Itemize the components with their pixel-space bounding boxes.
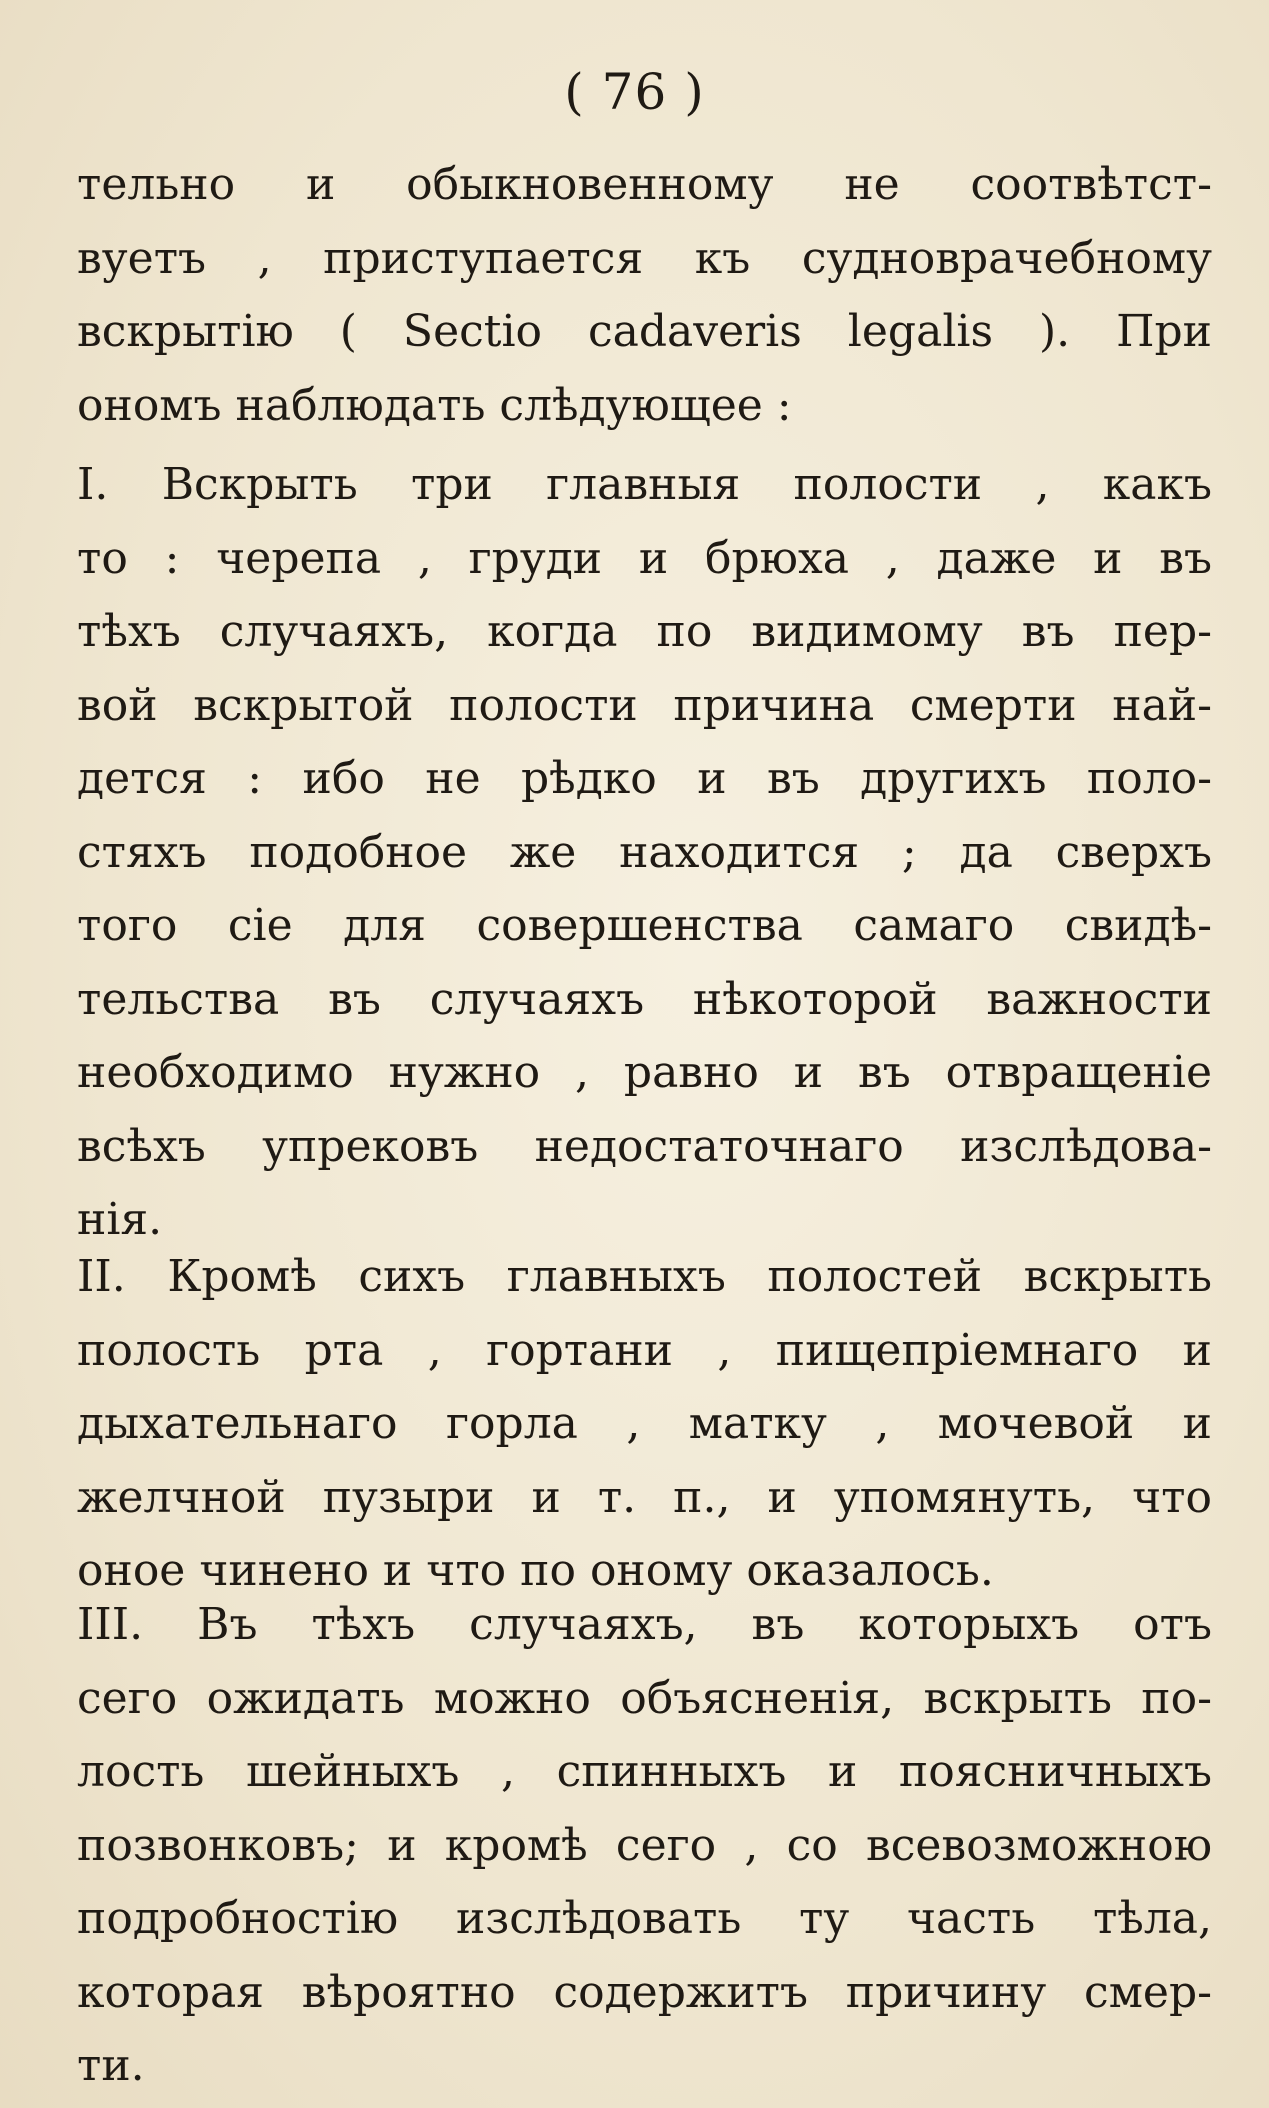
intro-paragraph: [77, 148, 1212, 442]
text-line: тѣхъ случаяхъ, когда по видимому въ пер-: [77, 606, 1212, 657]
text-line: сего ожидать можно объясненiя, вскрыть по-: [77, 1672, 1212, 1724]
text-line: I. Вскрыть три главныя полости , какъ: [77, 459, 1212, 510]
text-line: оное чинено и что по оному оказалось.: [77, 1545, 994, 1596]
text-line: необходимо нужно , равно и въ отвращенiе: [77, 1047, 1212, 1098]
text-line: которая вѣроятно содержитъ причину смер-: [77, 1966, 1212, 2018]
text-line: всѣхъ упрековъ недостаточнаго изслѣдова-: [77, 1120, 1212, 1172]
text-line: II. Кромѣ сихъ главныхъ полостей вскрыть: [77, 1251, 1212, 1302]
text-line: лость шейныхъ , спинныхъ и поясничныхъ: [77, 1746, 1212, 1797]
text-line: того сiе для совершенства самаго свидѣ-: [77, 900, 1212, 951]
text-line: тельства въ случаяхъ нѣкоторой важности: [77, 973, 1212, 1025]
text-line: дется : ибо не рѣдко и въ другихъ поло-: [77, 753, 1212, 804]
text-line: то : черепа , груди и брюха , даже и въ: [77, 532, 1212, 584]
text-line: вой вскрытой полости причина смерти най-: [77, 679, 1212, 731]
text-line: желчной пузыри и т. п., и упомянуть, что: [77, 1471, 1212, 1523]
text-line: стяхъ подобное же находится ; да сверхъ: [77, 826, 1212, 878]
text-line: вуетъ , приступается къ судноврачебному: [77, 232, 1212, 284]
text-line: позвонковъ; и кромѣ сего , со всевозможною: [77, 1819, 1212, 1871]
text-line: тельно и обыкновенному не соотвѣтст-: [77, 159, 1212, 210]
text-line: подробностiю изслѣдовать ту часть тѣла,: [77, 1893, 1212, 1944]
text-line: нiя.: [77, 1194, 163, 1245]
text-line: вскрытiю ( Sectio cadaveris legalis ). При: [77, 306, 1212, 357]
text-line: ономъ наблюдать слѣдующее :: [77, 379, 792, 431]
page-number: ( 76 ): [564, 63, 705, 121]
section-iii-paragraph: [77, 1588, 1212, 2103]
section-i-paragraph: [77, 448, 1212, 1257]
text-line: дыхательнаго горла , матку , мочевой и: [77, 1398, 1212, 1449]
text-line: III. Въ тѣхъ случаяхъ, въ которыхъ отъ: [77, 1599, 1212, 1650]
text-line: ти.: [77, 2040, 145, 2091]
section-ii-paragraph: [77, 1240, 1212, 1608]
text-line: полость рта , гортани , пищепрiемнаго и: [77, 1324, 1212, 1376]
